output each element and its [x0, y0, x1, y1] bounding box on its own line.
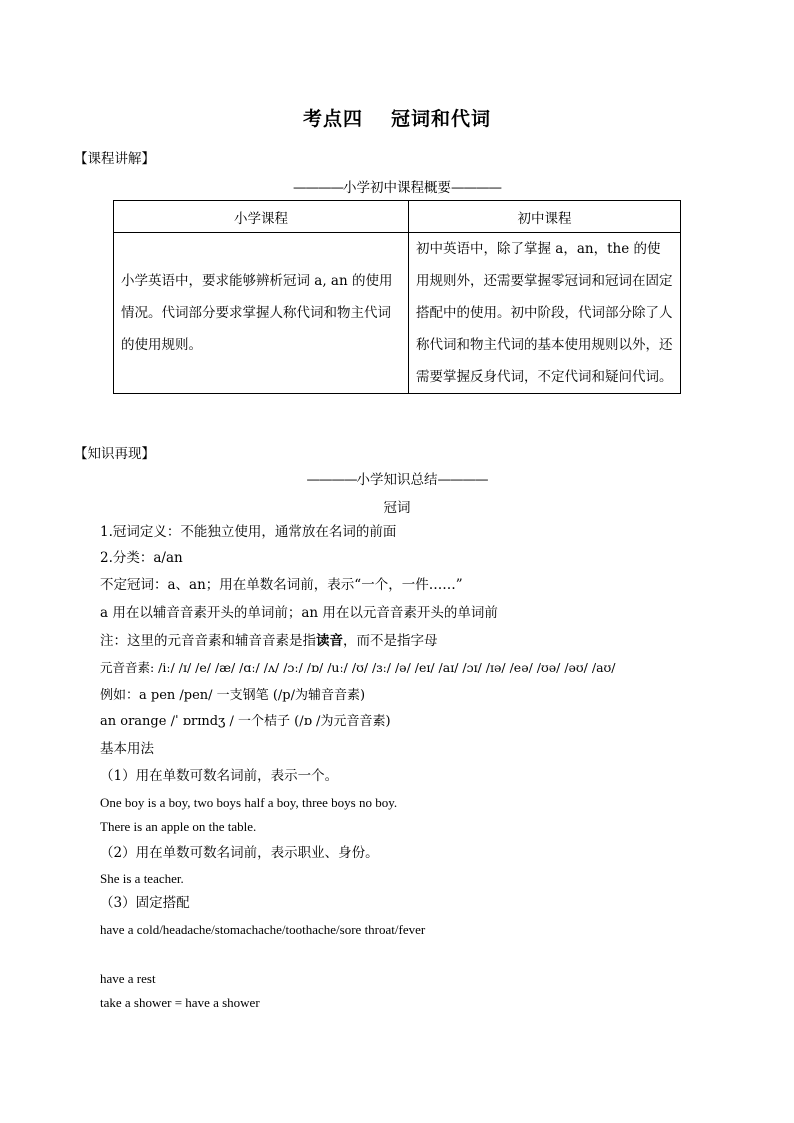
table-cell-primary: 小学英语中，要求能够辨析冠词 a, an 的使用情况。代词部分要求掌握人称代词和物主代词的使用规则。 [114, 233, 409, 394]
usage-item-1: （1）用在单数可数名词前，表示一个。 [100, 768, 339, 784]
caption-dash-right: ———— [437, 472, 488, 488]
note-line [100, 632, 438, 650]
title-part1: 考点四 [302, 108, 363, 130]
usage-1-example-2: There is an apple on the table. [100, 819, 257, 834]
usage-3-example-1: have a cold/headache/stomachache/toothache/sore throat/fever [100, 922, 426, 937]
page-title [0, 104, 794, 131]
table-row [114, 233, 681, 394]
caption-dash-left: ———— [306, 472, 357, 488]
table-header-junior: 初中课程 [409, 201, 681, 233]
usage-3-example-3: take a shower = have a shower [100, 995, 260, 1010]
definition-line: 1.冠词定义：不能独立使用，通常放在名词的前面 [100, 524, 397, 540]
usage-item-2: （2）用在单数可数名词前，表示职业、身份。 [100, 845, 379, 861]
section-heading-course: 【课程讲解】 [74, 151, 155, 167]
title-part2: 冠词和代词 [391, 108, 492, 130]
indefinite-article-line: 不定冠词：a、an；用在单数名词前，表示“一个，一件……” [100, 577, 463, 593]
usage-2-example-1: She is a teacher. [100, 871, 184, 886]
example-line-pen: 例如：a pen /pen/ 一支钢笔 (/p/为辅音音素) [100, 688, 366, 703]
note-text-before: 注：这里的元音音素和辅音音素是指 [100, 633, 316, 649]
table-cell-junior: 初中英语中，除了掌握 a，an，the 的使用规则外，还需要掌握零冠词和冠词在固定搭配中的使用。初中阶段，代词部分除了人称代词和物主代词的基本使用规则以外，还需要掌握反身代词，不定代词和疑问代词。 [409, 233, 681, 394]
note-emphasis: 读音 [316, 633, 343, 649]
article-subtitle: 冠词 [383, 500, 411, 516]
review-caption [0, 468, 794, 488]
note-text-after: ，而不是指字母 [343, 633, 438, 649]
usage-1-example-1: One boy is a boy, two boys half a boy, three boys no boy. [100, 795, 398, 810]
section-heading-review: 【知识再现】 [74, 446, 155, 462]
a-an-rule-line: a 用在以辅音音素开头的单词前；an 用在以元音音素开头的单词前 [100, 605, 498, 621]
table-caption-text: 小学初中课程概要 [343, 180, 451, 196]
review-caption-text: 小学知识总结 [356, 472, 438, 488]
table-header-row [114, 201, 681, 233]
classification-line: 2.分类：a/an [100, 550, 183, 566]
usage-3-example-2: have a rest [100, 971, 156, 986]
table-header-primary: 小学课程 [114, 201, 409, 233]
table-caption [0, 176, 794, 196]
caption-dash-left: ———— [293, 180, 343, 196]
usage-item-3: （3）固定搭配 [100, 895, 190, 911]
course-overview-table [113, 200, 681, 394]
example-line-orange: an orange /ˈ ɒrɪndʒ / 一个桔子 (/ɒ /为元音音素) [100, 714, 391, 729]
basic-usage-heading: 基本用法 [100, 741, 154, 757]
caption-dash-right: ———— [451, 180, 501, 196]
vowel-phonemes-line: 元音音素: /iː/ /ɪ/ /e/ /æ/ /ɑː/ /ʌ/ /ɔː/ /ɒ/ /uː/ /ʊ/ /ɜː/ /ə/ /eɪ/ /aɪ/ /ɔɪ/ /ɪə/ /eə/ /ʊə/ /əʊ/ /aʊ/ [100, 660, 616, 675]
